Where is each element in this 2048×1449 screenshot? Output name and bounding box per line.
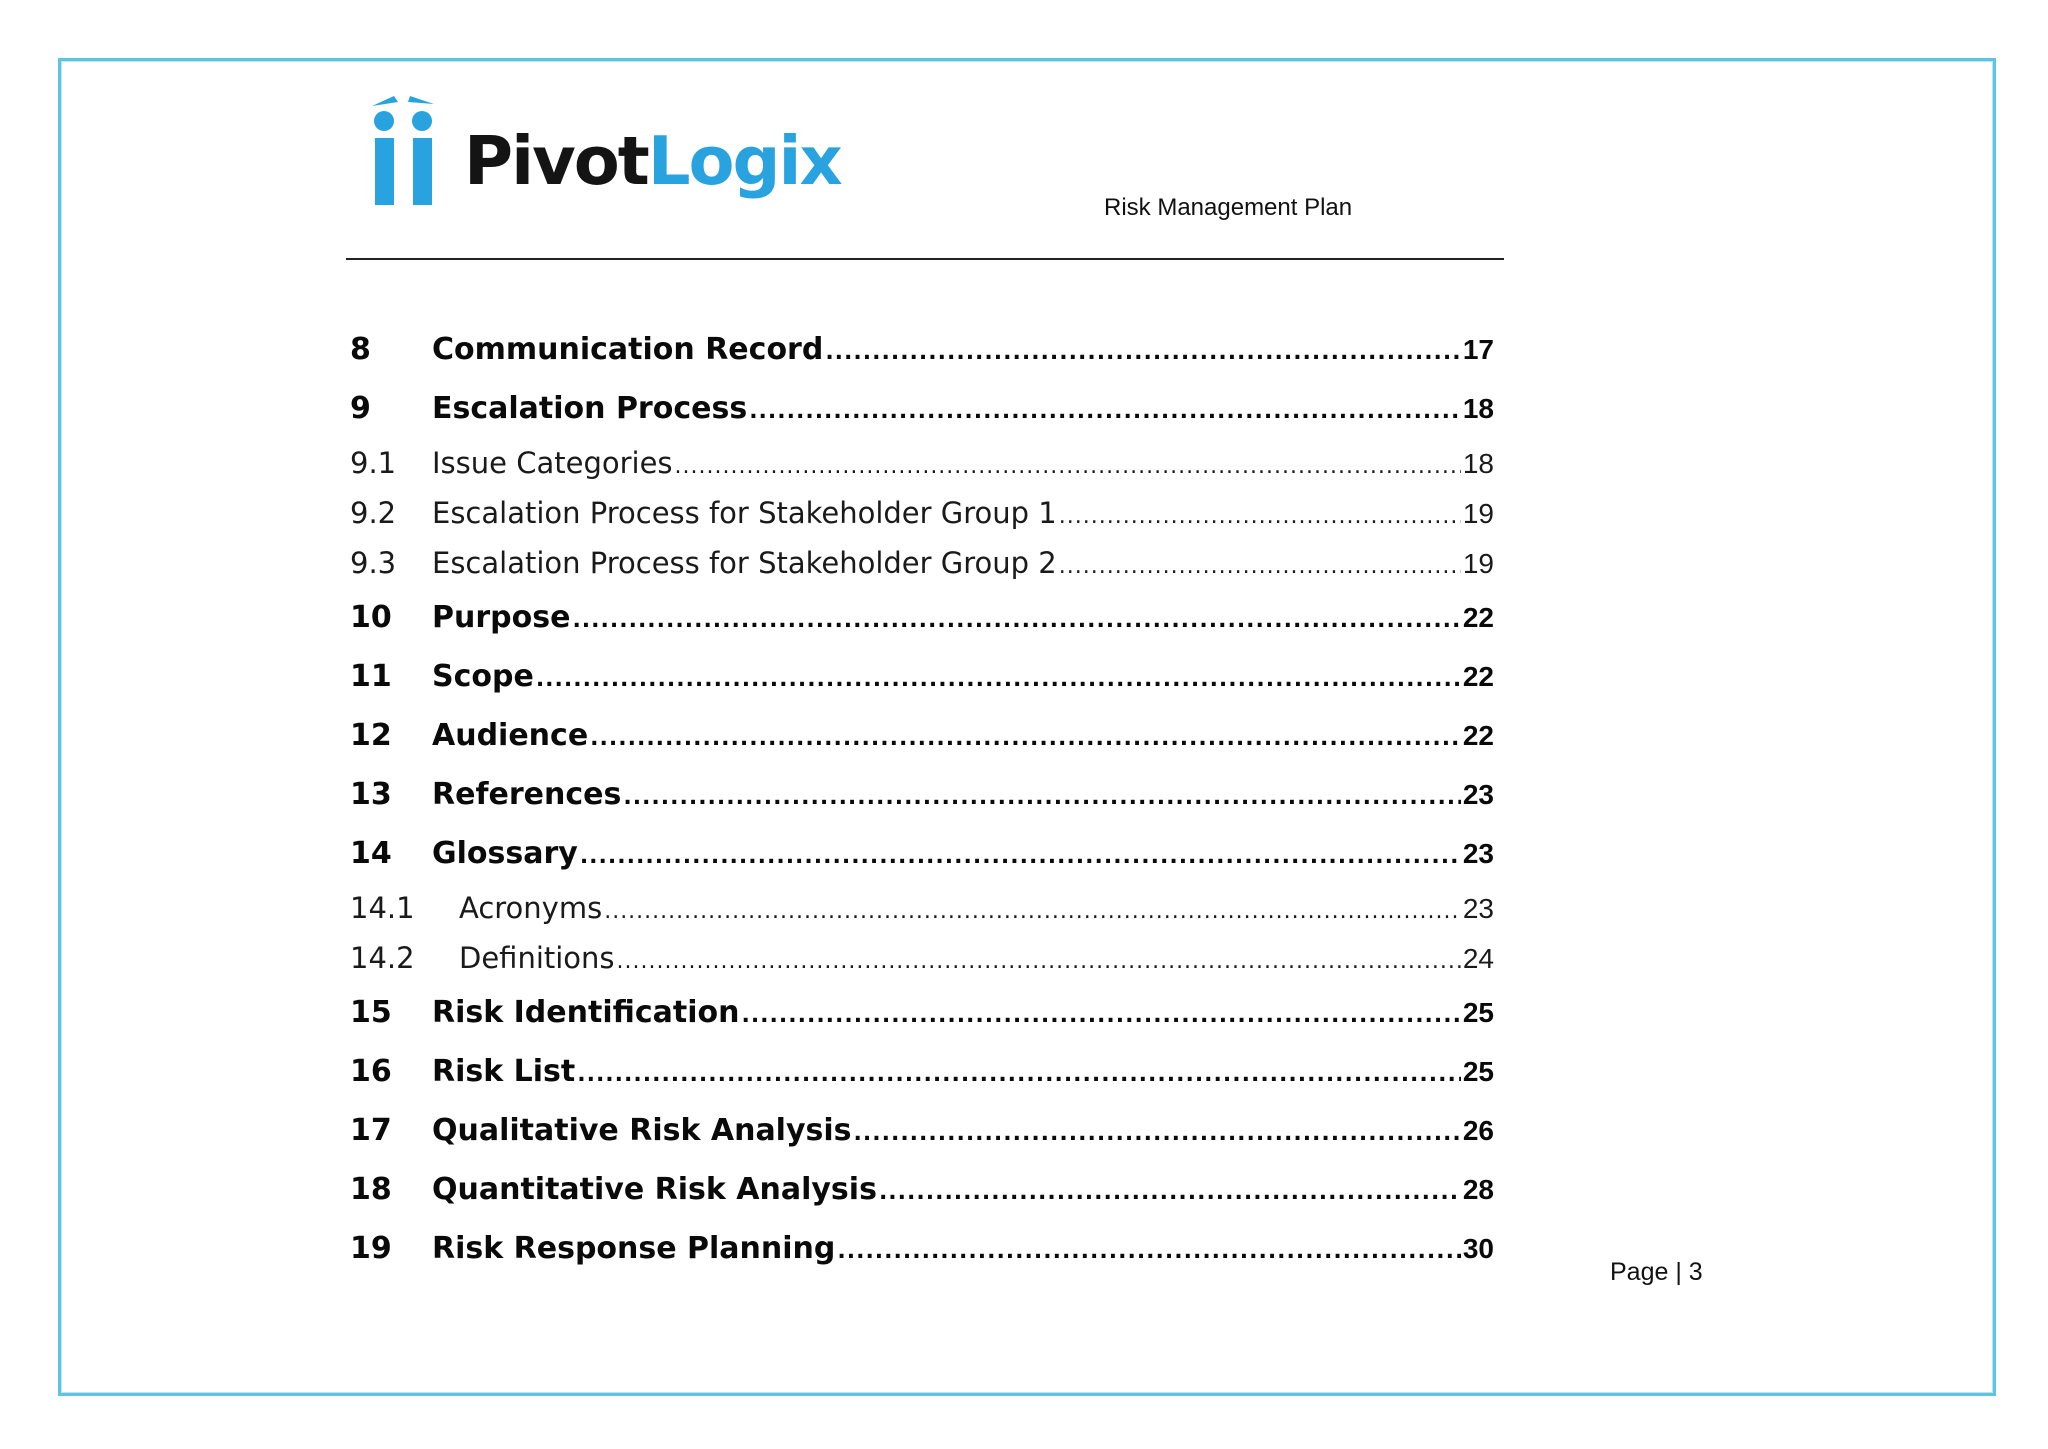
toc-entry[interactable]	[350, 883, 1494, 933]
logo-wordmark	[464, 122, 841, 200]
table-of-contents	[350, 320, 1494, 1278]
toc-entry-number: 15	[350, 995, 392, 1030]
toc-entry-title[interactable]: Risk Response Planning	[432, 1231, 836, 1266]
toc-dot-leader	[825, 323, 1461, 382]
header-divider	[346, 258, 1504, 260]
toc-entry[interactable]	[350, 320, 1494, 379]
toc-entry-page[interactable]: 28	[1462, 1174, 1494, 1205]
toc-entry-title[interactable]: References	[432, 777, 622, 812]
toc-entry[interactable]	[350, 765, 1494, 824]
toc-entry-title[interactable]: Purpose	[432, 600, 571, 635]
toc-entry-page[interactable]: 22	[1462, 720, 1494, 751]
toc-entry-title[interactable]: Communication Record	[432, 332, 824, 367]
toc-dot-leader	[879, 1163, 1461, 1222]
toc-entry[interactable]	[350, 1160, 1494, 1219]
toc-entry-title[interactable]: Audience	[432, 718, 589, 753]
toc-entry[interactable]	[350, 1219, 1494, 1278]
toc-entry-title[interactable]: Definitions	[459, 941, 615, 975]
toc-dot-leader	[623, 768, 1461, 827]
toc-entry-title[interactable]: Escalation Process for Stakeholder Group 2	[432, 546, 1057, 580]
logo-wordmark-logix: Logix	[647, 122, 841, 200]
toc-entry-page[interactable]: 26	[1462, 1115, 1494, 1146]
toc-dot-leader	[741, 986, 1460, 1045]
toc-entry-number: 13	[350, 777, 392, 812]
toc-entry[interactable]	[350, 438, 1494, 488]
toc-dot-leader	[617, 937, 1461, 987]
toc-entry-title[interactable]: Escalation Process for Stakeholder Group 1	[432, 496, 1057, 530]
toc-entry[interactable]	[350, 706, 1494, 765]
toc-entry-page[interactable]: 25	[1462, 997, 1494, 1028]
toc-entry[interactable]	[350, 983, 1494, 1042]
toc-dot-leader	[604, 887, 1461, 937]
toc-entry-title[interactable]: Qualitative Risk Analysis	[432, 1113, 852, 1148]
toc-entry[interactable]	[350, 379, 1494, 438]
toc-dot-leader	[590, 709, 1461, 768]
toc-entry-title[interactable]: Scope	[432, 659, 534, 694]
toc-entry-page[interactable]: 22	[1462, 661, 1494, 692]
toc-entry-page[interactable]: 22	[1462, 602, 1494, 633]
toc-entry-number: 14.2	[350, 941, 415, 975]
toc-entry-number: 9.3	[350, 546, 397, 580]
toc-dot-leader	[1059, 542, 1461, 592]
toc-entry-number: 14	[350, 836, 392, 871]
toc-dot-leader	[577, 1045, 1461, 1104]
toc-dot-leader	[572, 591, 1460, 650]
toc-entry-title[interactable]: Risk Identification	[432, 995, 740, 1030]
toc-entry[interactable]	[350, 588, 1494, 647]
toc-entry-page[interactable]: 24	[1462, 943, 1494, 974]
toc-entry-number: 9.2	[350, 496, 397, 530]
toc-dot-leader	[1059, 492, 1461, 542]
toc-entry-page[interactable]: 18	[1462, 448, 1494, 479]
toc-dot-leader	[837, 1222, 1460, 1281]
toc-entry[interactable]	[350, 647, 1494, 706]
toc-entry-number: 9.1	[350, 446, 397, 480]
toc-entry-page[interactable]: 18	[1462, 393, 1494, 424]
toc-entry-number: 16	[350, 1054, 392, 1089]
toc-dot-leader	[536, 650, 1461, 709]
toc-entry-number: 19	[350, 1231, 392, 1266]
logo-wordmark-pivot: Pivot	[464, 122, 648, 200]
toc-entry-page[interactable]: 19	[1462, 548, 1494, 579]
page-number: Page | 3	[1610, 1258, 1703, 1286]
toc-entry[interactable]	[350, 1101, 1494, 1160]
toc-entry-title[interactable]: Acronyms	[459, 891, 603, 925]
toc-entry[interactable]	[350, 488, 1494, 538]
toc-entry-page[interactable]: 19	[1462, 498, 1494, 529]
toc-entry[interactable]	[350, 933, 1494, 983]
toc-entry-page[interactable]: 25	[1462, 1056, 1494, 1087]
logo-people-icon	[368, 92, 440, 222]
toc-entry-title[interactable]: Issue Categories	[432, 446, 673, 480]
company-logo	[368, 92, 848, 222]
toc-dot-leader	[854, 1104, 1461, 1163]
toc-entry-title[interactable]: Glossary	[432, 836, 578, 871]
toc-entry[interactable]	[350, 824, 1494, 883]
toc-dot-leader	[675, 442, 1461, 492]
toc-entry-title[interactable]: Escalation Process	[432, 391, 748, 426]
toc-entry-page[interactable]: 23	[1462, 893, 1494, 924]
toc-entry-number: 8	[350, 332, 371, 367]
toc-entry-page[interactable]: 17	[1462, 334, 1494, 365]
toc-dot-leader	[580, 827, 1461, 886]
toc-entry-number: 11	[350, 659, 392, 694]
toc-entry-page[interactable]: 30	[1462, 1233, 1494, 1264]
toc-entry-title[interactable]: Quantitative Risk Analysis	[432, 1172, 877, 1207]
toc-entry[interactable]	[350, 1042, 1494, 1101]
toc-entry-number: 10	[350, 600, 392, 635]
toc-entry-number: 14.1	[350, 891, 415, 925]
toc-entry-number: 17	[350, 1113, 392, 1148]
toc-entry-title[interactable]: Risk List	[432, 1054, 576, 1089]
toc-entry-page[interactable]: 23	[1462, 838, 1494, 869]
toc-entry-page[interactable]: 23	[1462, 779, 1494, 810]
toc-entry-number: 9	[350, 391, 371, 426]
document-title: Risk Management Plan	[1104, 194, 1353, 221]
toc-entry-number: 18	[350, 1172, 392, 1207]
toc-entry[interactable]	[350, 538, 1494, 588]
toc-entry-number: 12	[350, 718, 392, 753]
toc-dot-leader	[749, 382, 1461, 441]
